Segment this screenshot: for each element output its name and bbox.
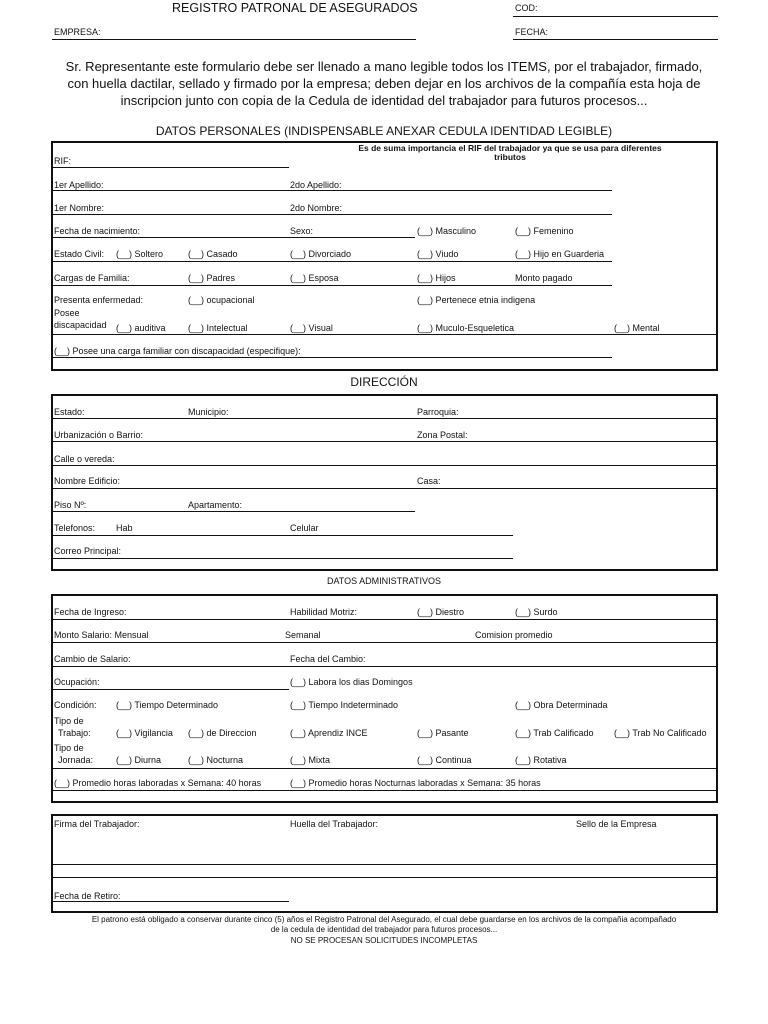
empresa-label: EMPRESA: [54,27,101,37]
calle-line[interactable] [53,465,716,466]
piso-line[interactable] [53,511,415,512]
footer-line-1: El patrono está obligado a conservar durante cinco (5) años el Registro Patronal del Asegurado, el cual debe guardarse en los archivos de la compañia acompañado [91,915,677,924]
ocupacion-line[interactable] [53,689,289,690]
casa-label: Casa: [417,476,441,486]
celular-label: Celular [290,523,319,533]
firma-trab-label: Firma del Trabajador: [54,819,140,829]
cod-label: COD: [515,3,538,13]
correo-line[interactable] [53,558,513,559]
ince-option[interactable]: (__) Aprendiz INCE [290,728,368,738]
cambio-salario-line[interactable] [53,666,716,667]
diestro-option[interactable]: (__) Diestro [417,607,465,617]
promedio-option[interactable]: (__) Promedio horas laboradas x Semana: 40 horas [54,778,262,788]
correo-label: Correo Principal: [54,546,122,556]
hijos-option[interactable]: (__) Hijos [417,273,456,283]
empresa-line[interactable] [52,39,416,40]
direccion-option[interactable]: (__) de Direccion [188,728,257,738]
firma-sep-line [53,877,716,878]
nombre2-label: 2do Nombre: [290,203,343,213]
etnia-option[interactable]: (__) Pertenece etnia indigena [417,295,536,305]
municipio-label: Municipio: [188,407,229,417]
posee-label: Posee [54,308,80,318]
fecha-ingreso-label: Fecha de Ingreso: [54,607,127,617]
monto-salario-line[interactable] [53,642,716,643]
telefonos-line[interactable] [53,535,513,536]
viudo-option[interactable]: (__) Viudo [417,249,459,259]
enfermedad-label: Presenta enfermedad: [54,295,144,305]
obra-det-option[interactable]: (__) Obra Determinada [515,700,608,710]
semanal-label: Semanal [285,630,321,640]
monto-salario-label: Monto Salario: Mensual [54,630,149,640]
monto-pagado-label: Monto pagado [515,273,573,283]
condicion-label: Condición: [54,700,97,710]
estado-civil-line [53,261,612,262]
fecha-retiro-line[interactable] [53,901,289,902]
visual-option[interactable]: (__) Visual [290,323,333,333]
intro-line-2: con huella dactilar, sellado y firmado por la empresa; deben dejar en los archivos de la compañía esta hoja de [67,76,701,91]
intelectual-option[interactable]: (__) Intelectual [188,323,248,333]
fecha-nac-label: Fecha de nacimiento: [54,226,141,236]
tiempo-indet-option[interactable]: (__) Tiempo Indeterminado [290,700,399,710]
cargas-line [53,285,612,286]
habilidad-label: Habilidad Motriz: [290,607,358,617]
calle-label: Calle o vereda: [54,454,115,464]
intro-line-1: Sr. Representante este formulario debe ser llenado a mano legible todos los ITEMS, por el trabajador, firmado, [65,59,703,74]
carga-disc-line[interactable] [53,357,612,358]
rif-note [290,144,730,162]
divorciado-option[interactable]: (__) Divorciado [290,249,352,259]
calificado-option[interactable]: (__) Trab Calificado [515,728,594,738]
mixta-option[interactable]: (__) Mixta [290,755,331,765]
urbanizacion-line[interactable] [53,441,716,442]
fecha-retiro-label: Fecha de Retiro: [54,891,121,901]
tiempo-det-option[interactable]: (__) Tiempo Determinado [116,700,219,710]
mental-option[interactable]: (__) Mental [614,323,660,333]
intro-line-3: inscripcion junto con copia de la Cedula de identidad del trabajador para futuros procesos... [120,93,648,108]
ocupacional-option[interactable]: (__) ocupacional [188,295,255,305]
continua-option[interactable]: (__) Continua [417,755,472,765]
femenino-option[interactable]: (__) Femenino [515,226,574,236]
fecha-nac-line[interactable] [53,237,415,238]
musculo-option[interactable]: (__) Muculo-Esqueletica [417,323,515,333]
promedio-line [53,790,716,791]
tipo-de-label: Tipo de [54,716,84,726]
esposa-option[interactable]: (__) Esposa [290,273,339,283]
jornada-label: Jornada: [58,755,94,765]
fecha-label: FECHA: [515,27,549,37]
firma-line[interactable] [53,864,716,865]
padres-option[interactable]: (__) Padres [188,273,236,283]
no-calificado-option[interactable]: (__) Trab No Calificado [614,728,707,738]
parroquia-label: Parroquia: [417,407,459,417]
apellido2-label: 2do Apellido: [290,180,342,190]
surdo-option[interactable]: (__) Surdo [515,607,558,617]
pasante-option[interactable]: (__) Pasante [417,728,469,738]
sello-label: Sello de la Empresa [576,819,657,829]
tipo-de-2-label: Tipo de [54,743,84,753]
promedio-noct-option[interactable]: (__) Promedio horas Nocturnas laboradas x Semana: 35 horas [290,778,541,788]
huella-label: Huella del Trabajador: [290,819,379,829]
rotativa-option[interactable]: (__) Rotativa [515,755,567,765]
admin-heading: DATOS ADMINISTRATIVOS [326,576,442,586]
form-title: REGISTRO PATRONAL DE ASEGURADOS [172,1,418,15]
zona-postal-label: Zona Postal: [417,430,468,440]
carga-disc-option[interactable]: (__) Posee una carga familiar con discapacidad (especifique): [54,346,301,356]
hijo-guarderia-option[interactable]: (__) Hijo en Guarderia [515,249,605,259]
nombre1-label: 1er Nombre: [54,203,105,213]
edificio-line[interactable] [53,488,716,489]
vigilancia-option[interactable]: (__) Vigilancia [116,728,173,738]
footer-line-2: de la cedula de identidad del trabajador para futuros procesos... [270,925,498,934]
jornada-line [53,768,716,769]
piso-label: Piso Nº: [54,500,87,510]
diurna-option[interactable]: (__) Diurna [116,755,162,765]
domingos-option[interactable]: (__) Labora los dias Domingos [290,677,413,687]
telefonos-label: Telefonos: [54,523,96,533]
apellido-line[interactable] [53,190,612,191]
estado-label: Estado: [54,407,85,417]
estado-civil-label: Estado Civil: [54,249,105,259]
trabajo-label: Trabajo: [58,728,91,738]
personal-heading: DATOS PERSONALES (INDISPENSABLE ANEXAR CEDULA IDENTIDAD LEGIBLE) [155,124,613,138]
nocturna-option[interactable]: (__) Nocturna [188,755,244,765]
footer-line-3: NO SE PROCESAN SOLICITUDES INCOMPLETAS [290,936,478,945]
rif-line[interactable] [53,167,289,168]
fecha-ingreso-line[interactable] [53,619,716,620]
auditiva-option[interactable]: (__) auditiva [116,323,166,333]
masculino-option[interactable]: (__) Masculino [417,226,477,236]
estado-line[interactable] [53,418,716,419]
direccion-heading: DIRECCIÓN [350,375,418,389]
urbanizacion-label: Urbanización o Barrio: [54,430,144,440]
cambio-salario-label: Cambio de Salario: [54,654,131,664]
direccion-section [51,394,718,571]
apellido1-label: 1er Apellido: [54,180,104,190]
fecha-cambio-label: Fecha del Cambio: [290,654,366,664]
apartamento-label: Apartamento: [188,500,243,510]
sexo-label: Sexo: [290,226,314,236]
rif-label: RIF: [54,156,71,166]
discapacidad-label: discapacidad [54,320,107,330]
ocupacion-label: Ocupación: [54,677,100,687]
fecha-line[interactable] [513,39,718,40]
cargas-label: Cargas de Familia: [54,273,130,283]
rif-note-line-1: Es de suma importancia el RIF del trabajador ya que se usa para diferentes [358,143,662,153]
casado-option[interactable]: (__) Casado [188,249,238,259]
edificio-label: Nombre Edificio: [54,476,121,486]
soltero-option[interactable]: (__) Soltero [116,249,164,259]
hab-label: Hab [116,523,133,533]
rif-note-line-2: tributos [494,152,526,162]
comision-label: Comision promedio [475,630,553,640]
discapacidad-line [53,334,716,335]
nombre-line[interactable] [53,214,612,215]
admin-section [51,594,718,803]
cod-line[interactable] [513,16,718,17]
